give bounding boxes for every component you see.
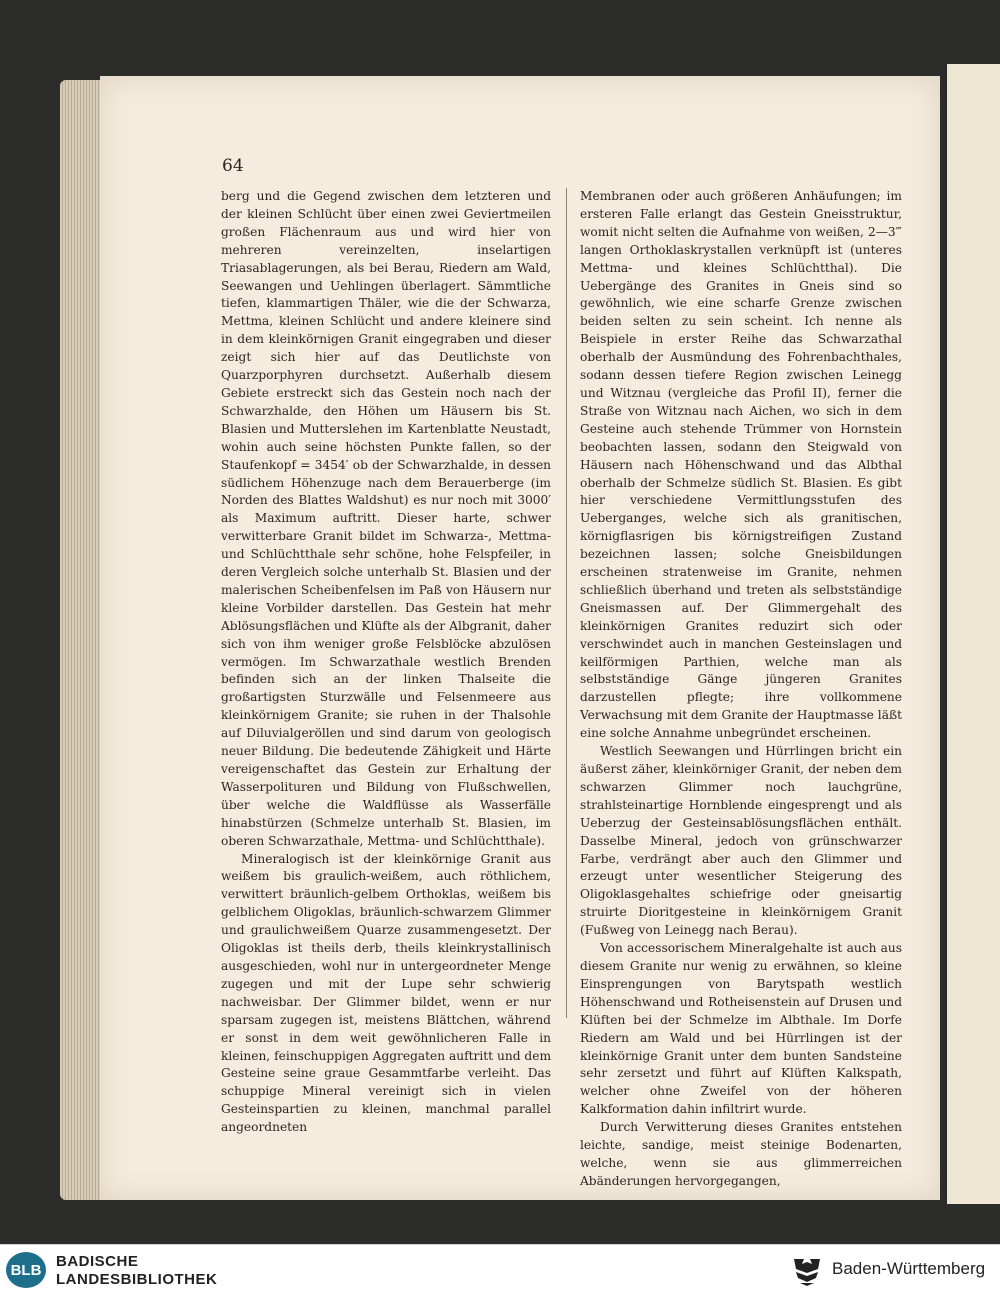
- column-divider: [566, 188, 567, 1018]
- paragraph: Membranen oder auch größeren Anhäufungen; im ersteren Falle erlangt das Gestein Gneisstruktur, womit nicht selten die Aufnahme von weißen, 2—3‴ langen Orthoklaskrystallen verknüpft ist (unteres Mettma- und kleines Schlüchtthal). Die Uebergänge des Granites in Gneis sind so gewöhnlich, wie eine scharfe Grenze zwischen beiden selten zu sein scheint. Ich nenne als Beispiele in erster Reihe das Schwarzathal oberhalb der Ausmündung des Fohrenbachthales, sodann dessen tiefere Region zwischen Leinegg und Witznau (vergleiche das Profil II), ferner die Straße von Witznau nach Aichen, wo sich in dem Gesteine auch stehende Trümmer von Hornstein beobachten lassen, sodann den Steigwald von Häusern nach Höhenschwand und das Albthal oberhalb der Schmelze südlich St. Blasien. Es gibt hier verschiedene Vermittlungsstufen des Ueberganges, welche sich als granitischen, körnigflasrigen bis körnigstreifigen Zustand bezeichnen lassen; solche Gneisbildungen erscheinen stratenweise im Granite, nehmen schließlich überhand und treten als selbstständige Gneismassen auf. Der Glimmergehalt des kleinkörnigen Granites reduzirt sich oder verschwindet auch in manchen Gesteinslagen und keilförmigen Parthien, welche man als selbstständige Gänge jüngeren Granites darzustellen pflegte; ihre vollkommene Verwachsung mit dem Granite der Hauptmasse läßt eine solche Annahme unbegründet erscheinen.: [580, 189, 902, 741]
- library-name-line2: LANDESBIBLIOTHEK: [56, 1271, 218, 1288]
- text-column-right: [580, 188, 902, 1191]
- page-number: 64: [222, 156, 244, 176]
- paragraph: berg und die Gegend zwischen dem letzteren und der kleinen Schlücht über einen zwei Geviertmeilen großen Flächenraum aus und wird hier von mehreren vereinzelten, inselartigen Triasablagerungen, als bei Berau, Riedern am Wald, Seewangen und Uehlingen überlagert. Sämmtliche tiefen, klammartigen Thäler, wie die der Schwarza, Mettma, kleinen Schlücht und andere kleinere sind in dem kleinkörnigen Granit eingegraben und dieser zeigt sich hier auf das Deutlichste von Quarzporphyren durchsetzt. Außerhalb diesem Gebiete erstreckt sich das Gestein noch nach der Schwarzhalde, den Höhen um Häusern bis St. Blasien und Mutterslehen im Kartenblatte Neustadt, wohin auch seine höchsten Punkte fallen, so der Staufenkopf = 3454′ ob der Schwarzhalde, in dessen südlichem Höhenzuge nach dem Berauerberge (im Norden des Blattes Waldshut) es nur noch mit 3000′ als Maximum auftritt. Dieser harte, schwer verwitterbare Granit bildet im Schwarza-, Mettma- und Schlüchtthale sehr schöne, hohe Felspfeiler, in deren Vergleich solche unterhalb St. Blasien und der malerischen Scheibenfelsen im Paß von Häusern nur kleine Vorbilder darstellen. Das Gestein hat mehr Ablösungsflächen und Klüfte als der Albgranit, daher sich von ihm weniger große Felsblöcke abzulösen vermögen. Im Schwarzathale westlich Brenden befinden sich an der linken Thalseite die großartigsten Sturzwälle und Felsenmeere aus kleinkörnigem Granite; sie ruhen in der Thalsohle auf Diluvialgeröllen und sind darum von geologisch neuer Bildung. Die bedeutende Zähigkeit und Härte vereigenschaftet das Gestein zur Erhaltung der Wasserpolituren und Bildung von Flußschwellen, über welche die Waldflüsse als Wasserfälle hinabstürzen (Schmelze unterhalb St. Blasien, im oberen Schwarzathale, Mettma- und Schlüchtthale).: [221, 189, 551, 848]
- coat-of-arms-icon[interactable]: [790, 1253, 824, 1287]
- footer-bar: [0, 1244, 1000, 1295]
- paragraph: Durch Verwitterung dieses Granites entstehen leichte, sandige, meist steinige Bodenarten, welche, wenn sie aus glimmerreichen Abänderungen hervorgegangen,: [580, 1120, 902, 1188]
- facing-page-edge: [945, 64, 1000, 1204]
- blb-logo-icon[interactable]: BLB: [6, 1252, 46, 1288]
- paragraph: Mineralogisch ist der kleinkörnige Granit aus weißem bis graulich-weißem, auch röthlichem, verwittert bräunlich-gelbem Orthoklas, weißem bis gelblichem Oligoklas, bräunlich-schwarzem Glimmer und graulichweißem Quarze zusammengesetzt. Der Oligoklas ist theils derb, theils kleinkrystallinisch ausgeschieden, wohl nur in untergeordneter Menge zugegen und mit der Lupe sehr schwierig nachweisbar. Der Glimmer bildet, wenn er nur sparsam zugegen ist, meistens Blättchen, während er sonst in dem weit gewöhnlicheren Falle in kleinen, feinschuppigen Aggregaten auftritt und dem Gesteine seine graue Gesammtfarbe verleiht. Das schuppige Mineral vereinigt sich in vielen Gesteinspartien zu kleinen, manchmal parallel angeordneten: [221, 851, 551, 1135]
- paragraph: Von accessorischem Mineralgehalte ist auch aus diesem Granite nur wenig zu erwähnen, so kleine Einsprengungen von Barytspath westlich Höhenschwand und Rotheisenstein auf Drusen und Klüften bei der Schmelze im Albthale. Im Dorfe Riedern am Wald und bei Hürrlingen ist der kleinkörnige Granit unter dem bunten Sandsteine sehr zersetzt und führt auf Klüften Kalkspath, welcher ohne Zweifel von der höheren Kalkformation dahin infiltrirt wurde.: [580, 941, 902, 1117]
- paragraph: Westlich Seewangen und Hürrlingen bricht ein äußerst zäher, kleinkörniger Granit, der neben dem schwarzen Glimmer noch lauchgrüne, strahlsteinartige Hornblende eingesprengt und als Ueberzug der Gesteinsablösungsflächen enthält. Dasselbe Mineral, jedoch von grünschwarzer Farbe, verdrängt aber auch den Glimmer und erzeugt unter wesentlicher Steigerung des Oligoklasgehaltes schiefrige oder gneisartig struirte Dioritgesteine in kleinkörnigem Granit (Fußweg von Leinegg nach Berau).: [580, 744, 902, 938]
- state-name[interactable]: Baden-Württemberg: [832, 1259, 986, 1278]
- library-name-line1: BADISCHE: [56, 1253, 139, 1270]
- text-column-left: [221, 188, 551, 1137]
- library-name[interactable]: [56, 1253, 217, 1289]
